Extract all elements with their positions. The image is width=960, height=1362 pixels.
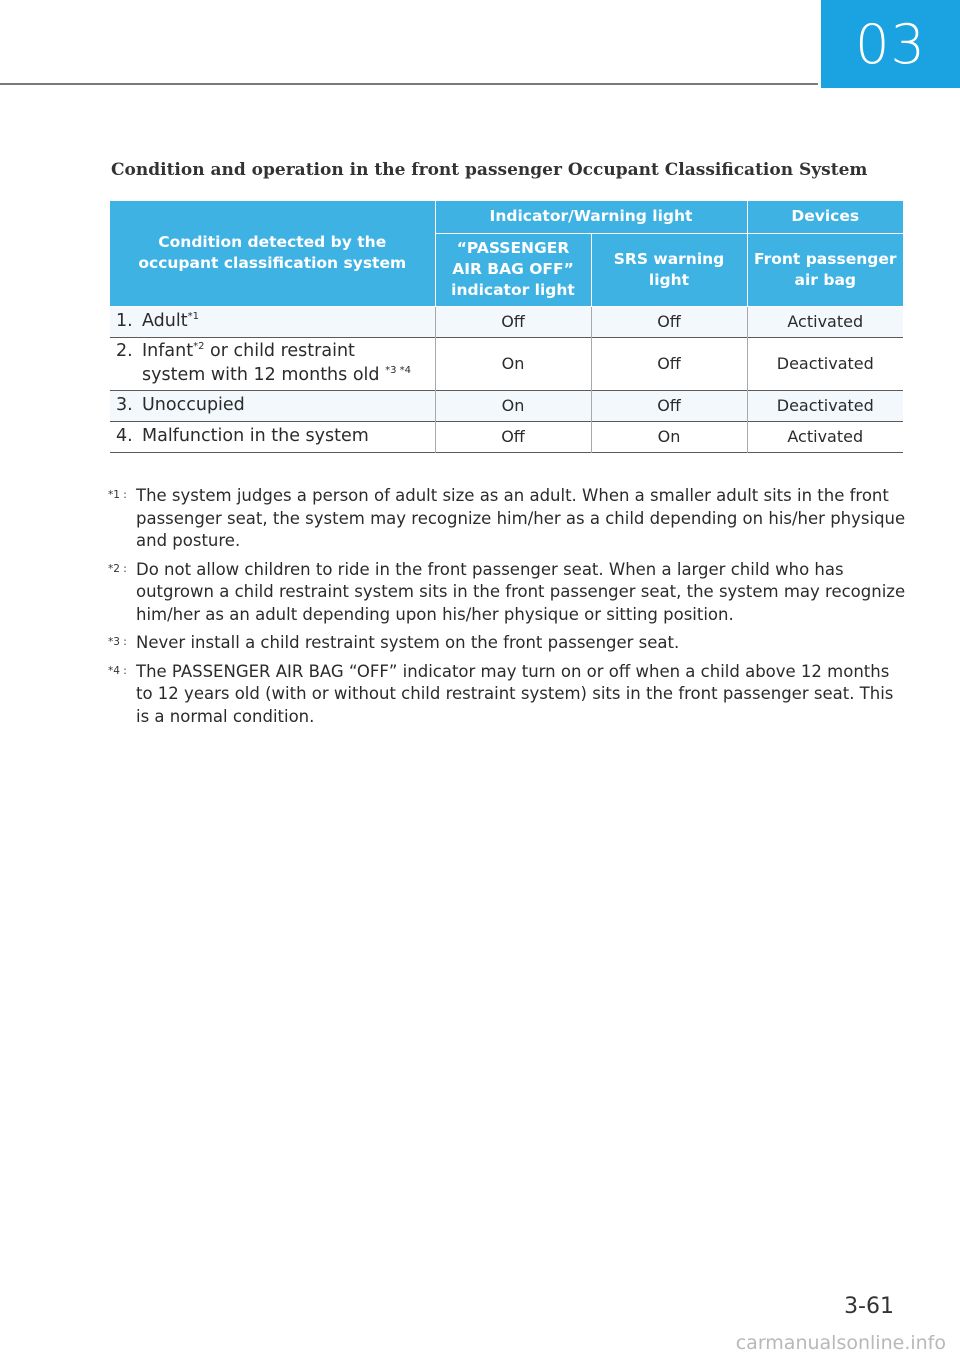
table-row — [110, 421, 903, 452]
header-front-airbag: Front passenger air bag — [747, 233, 903, 306]
header-condition: Condition detected by the occupant classification system — [110, 201, 435, 306]
condition-text-rest: or child restraint — [204, 340, 355, 361]
watermark: carmanualsonline.info — [735, 1332, 946, 1354]
ocs-table — [110, 201, 903, 453]
row-number: 2. — [116, 340, 133, 361]
condition-text-line2: system with 12 months old — [142, 364, 386, 385]
row-condition — [110, 306, 435, 337]
chapter-tab: 03 — [821, 0, 960, 88]
footnote — [108, 485, 908, 553]
header-indicator-group: Indicator/Warning light — [435, 201, 747, 233]
airbag-value: Deactivated — [776, 353, 874, 373]
footnote-mark: *4 : — [108, 664, 127, 677]
airbag-value: Activated — [747, 306, 903, 337]
footnote-ref: *1 — [187, 310, 199, 322]
srs-value: Off — [591, 306, 747, 337]
footnote-mark: *1 : — [108, 489, 127, 501]
row-number: 4. — [116, 425, 133, 446]
footnote-text: Never install a child restraint system on the front passenger seat. — [136, 633, 680, 652]
indicator-value: Off — [435, 306, 591, 337]
srs-value: On — [591, 421, 747, 452]
indicator-value: On — [435, 390, 591, 421]
footnote — [108, 559, 908, 627]
row-condition — [110, 421, 435, 452]
indicator-value: Off — [435, 421, 591, 452]
airbag-value: Activated — [787, 426, 864, 446]
condition-text: Infant — [142, 340, 194, 361]
footnote — [108, 632, 908, 655]
indicator-value: On — [435, 337, 591, 390]
section-title: Condition and operation in the front passenger Occupant Classification System — [111, 160, 868, 180]
footnote-ref: *3 *4 — [385, 364, 411, 376]
table-row — [110, 390, 903, 421]
footnote-ref: *2 — [193, 341, 205, 353]
header-rule — [0, 83, 818, 85]
header-devices-group: Devices — [747, 201, 903, 233]
footnote-mark: *2 : — [108, 562, 127, 575]
row-number: 3. — [116, 394, 133, 415]
airbag-value: Deactivated — [747, 390, 903, 421]
condition-text: Malfunction in the system — [142, 425, 369, 446]
footnote-text: The PASSENGER AIR BAG “OFF” indicator may turn on or off when a child above 12 months to 12 years old (with or without child restraint system) sits in the front passenger seat. This is a normal condition. — [136, 661, 894, 726]
table-row — [110, 306, 903, 337]
footnote-text: Do not allow children to ride in the front passenger seat. When a larger child who has outgrown a child restraint system sits in the front passenger seat, the system may recognize him/her as an adult depending upon his/her physique or sitting position. — [136, 559, 906, 624]
footnote-text: The system judges a person of adult size as an adult. When a smaller adult sits in the front passenger seat, the system may recognize him/her as a child depending on his/her physique and posture. — [136, 486, 906, 550]
footnotes — [108, 485, 908, 734]
condition-line2 — [116, 364, 429, 388]
condition-text: Unoccupied — [142, 394, 245, 415]
header-srs-warning: SRS warning light — [591, 233, 747, 306]
header-passenger-airbag-off: “PASSENGER AIR BAG OFF” indicator light — [435, 233, 591, 306]
row-condition — [110, 390, 435, 421]
srs-value: Off — [591, 390, 747, 421]
footnote — [108, 661, 908, 729]
row-number: 1. — [116, 310, 133, 331]
row-condition — [110, 337, 435, 390]
footnote-mark: *3 : — [108, 636, 127, 648]
condition-text: Adult — [142, 310, 188, 331]
table-row — [110, 337, 903, 390]
page-number: 3-61 — [844, 1294, 894, 1319]
srs-value: Off — [591, 337, 747, 390]
